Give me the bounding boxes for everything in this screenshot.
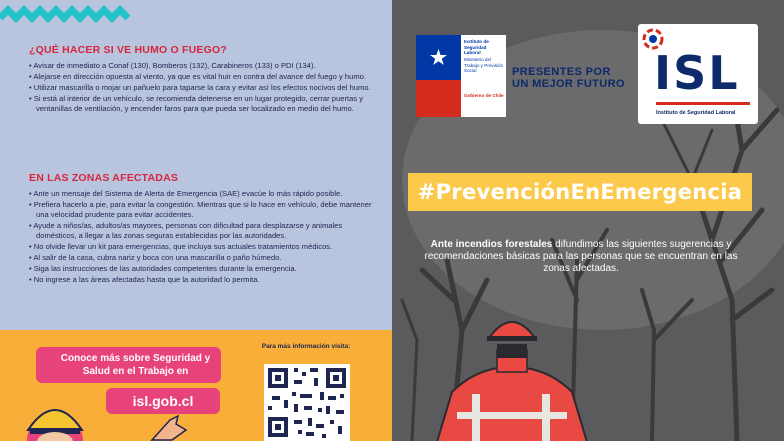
list-item: • Prefiera hacerlo a pie, para evitar la congestión. Mientras que si lo hace en vehículo, debe mantener una velocidad prudente para evitar accidentes. xyxy=(29,200,381,220)
teal-zigzag-decoration xyxy=(0,0,150,30)
list-item: • Utilizar mascarilla o mojar un pañuelo para taparse la cara y evitar así los efectos nocivos del humo. xyxy=(29,83,381,93)
gov-logo-line3: Gobierno de Chile xyxy=(464,93,504,98)
right-panel xyxy=(392,0,784,441)
isl-logo xyxy=(638,24,758,124)
list-item: • No ingrese a las áreas afectadas hasta que la autoridad lo permita. xyxy=(29,275,381,285)
list-item: • Al salir de la casa, cubra nariz y boca con una mascarilla o paño húmedo. xyxy=(29,253,381,263)
list-item: • Siga las instrucciones de las autoridades competentes durante la emergencia. xyxy=(29,264,381,274)
slogan-line1: PRESENTES POR xyxy=(512,66,611,78)
qr-label: Para más información visita: xyxy=(261,343,351,350)
list-item: • Si está al interior de un vehículo, se recomienda detenerse en un lugar protegido, cerrar puertas y ventanillas de ventilación, y encender faros para que pueda ser localizado en medio del humo. xyxy=(29,94,381,114)
section-title-affected-zones: EN LAS ZONAS AFECTADAS xyxy=(29,172,179,184)
intro-text xyxy=(418,239,744,275)
isl-logo-name: ISL xyxy=(654,46,740,100)
slogan xyxy=(512,66,625,90)
intro-rest: difundimos las siguientes sugerencias y recomendaciones básicas para las personas que se encuentran en las zonas afectadas. xyxy=(424,239,738,274)
website-link[interactable]: isl.gob.cl xyxy=(106,388,220,414)
affected-zones-list xyxy=(29,189,381,286)
list-item: • Avisar de inmediato a Conaf (130), Bomberos (132), Carabineros (133) o PDI (134). xyxy=(29,61,381,71)
list-item: • Alejarse en dirección opuesta al viento, ya que es vital huir en contra del avance del fuego y humo. xyxy=(29,72,381,82)
intro-bold: Ante incendios forestales xyxy=(430,239,553,250)
promo-banner xyxy=(0,330,392,441)
qr-code[interactable] xyxy=(264,364,350,441)
gov-logo-line1: Instituto de Seguridad Laboral xyxy=(464,39,489,55)
list-item: • No olvide llevar un kit para emergencias, que incluya sus actuales tratamientos médicos. xyxy=(29,242,381,252)
list-item: • Ayude a niños/as, adultos/as mayores, personas con dificultad para desplazarse y animales domésticos, a llegar a las zonas seguras establecidas por las autoridades. xyxy=(29,221,381,241)
gov-logo-line2: Ministerio del Trabajo y Previsión Social xyxy=(464,57,504,73)
hashtag: #PrevenciónEnEmergencia xyxy=(417,180,743,204)
smoke-fire-list xyxy=(29,61,381,115)
star-icon xyxy=(430,49,447,66)
slogan-line2: UN MEJOR FUTURO xyxy=(512,78,625,90)
promo-text: Conoce más sobre Seguridad y Salud en el Trabajo en xyxy=(60,353,211,377)
section-title-smoke-fire: ¿QUÉ HACER SI VE HUMO O FUEGO? xyxy=(29,44,227,56)
firefighter-illustration xyxy=(417,312,617,441)
pointing-hand-illustration xyxy=(150,412,190,441)
government-logo xyxy=(416,35,506,117)
isl-logo-subtitle: Instituto de Seguridad Laboral xyxy=(656,110,736,116)
list-item: • Ante un mensaje del Sistema de Alerta de Emergencia (SAE) evacúe lo más rápido posible. xyxy=(29,189,381,199)
worker-illustration xyxy=(0,390,105,441)
